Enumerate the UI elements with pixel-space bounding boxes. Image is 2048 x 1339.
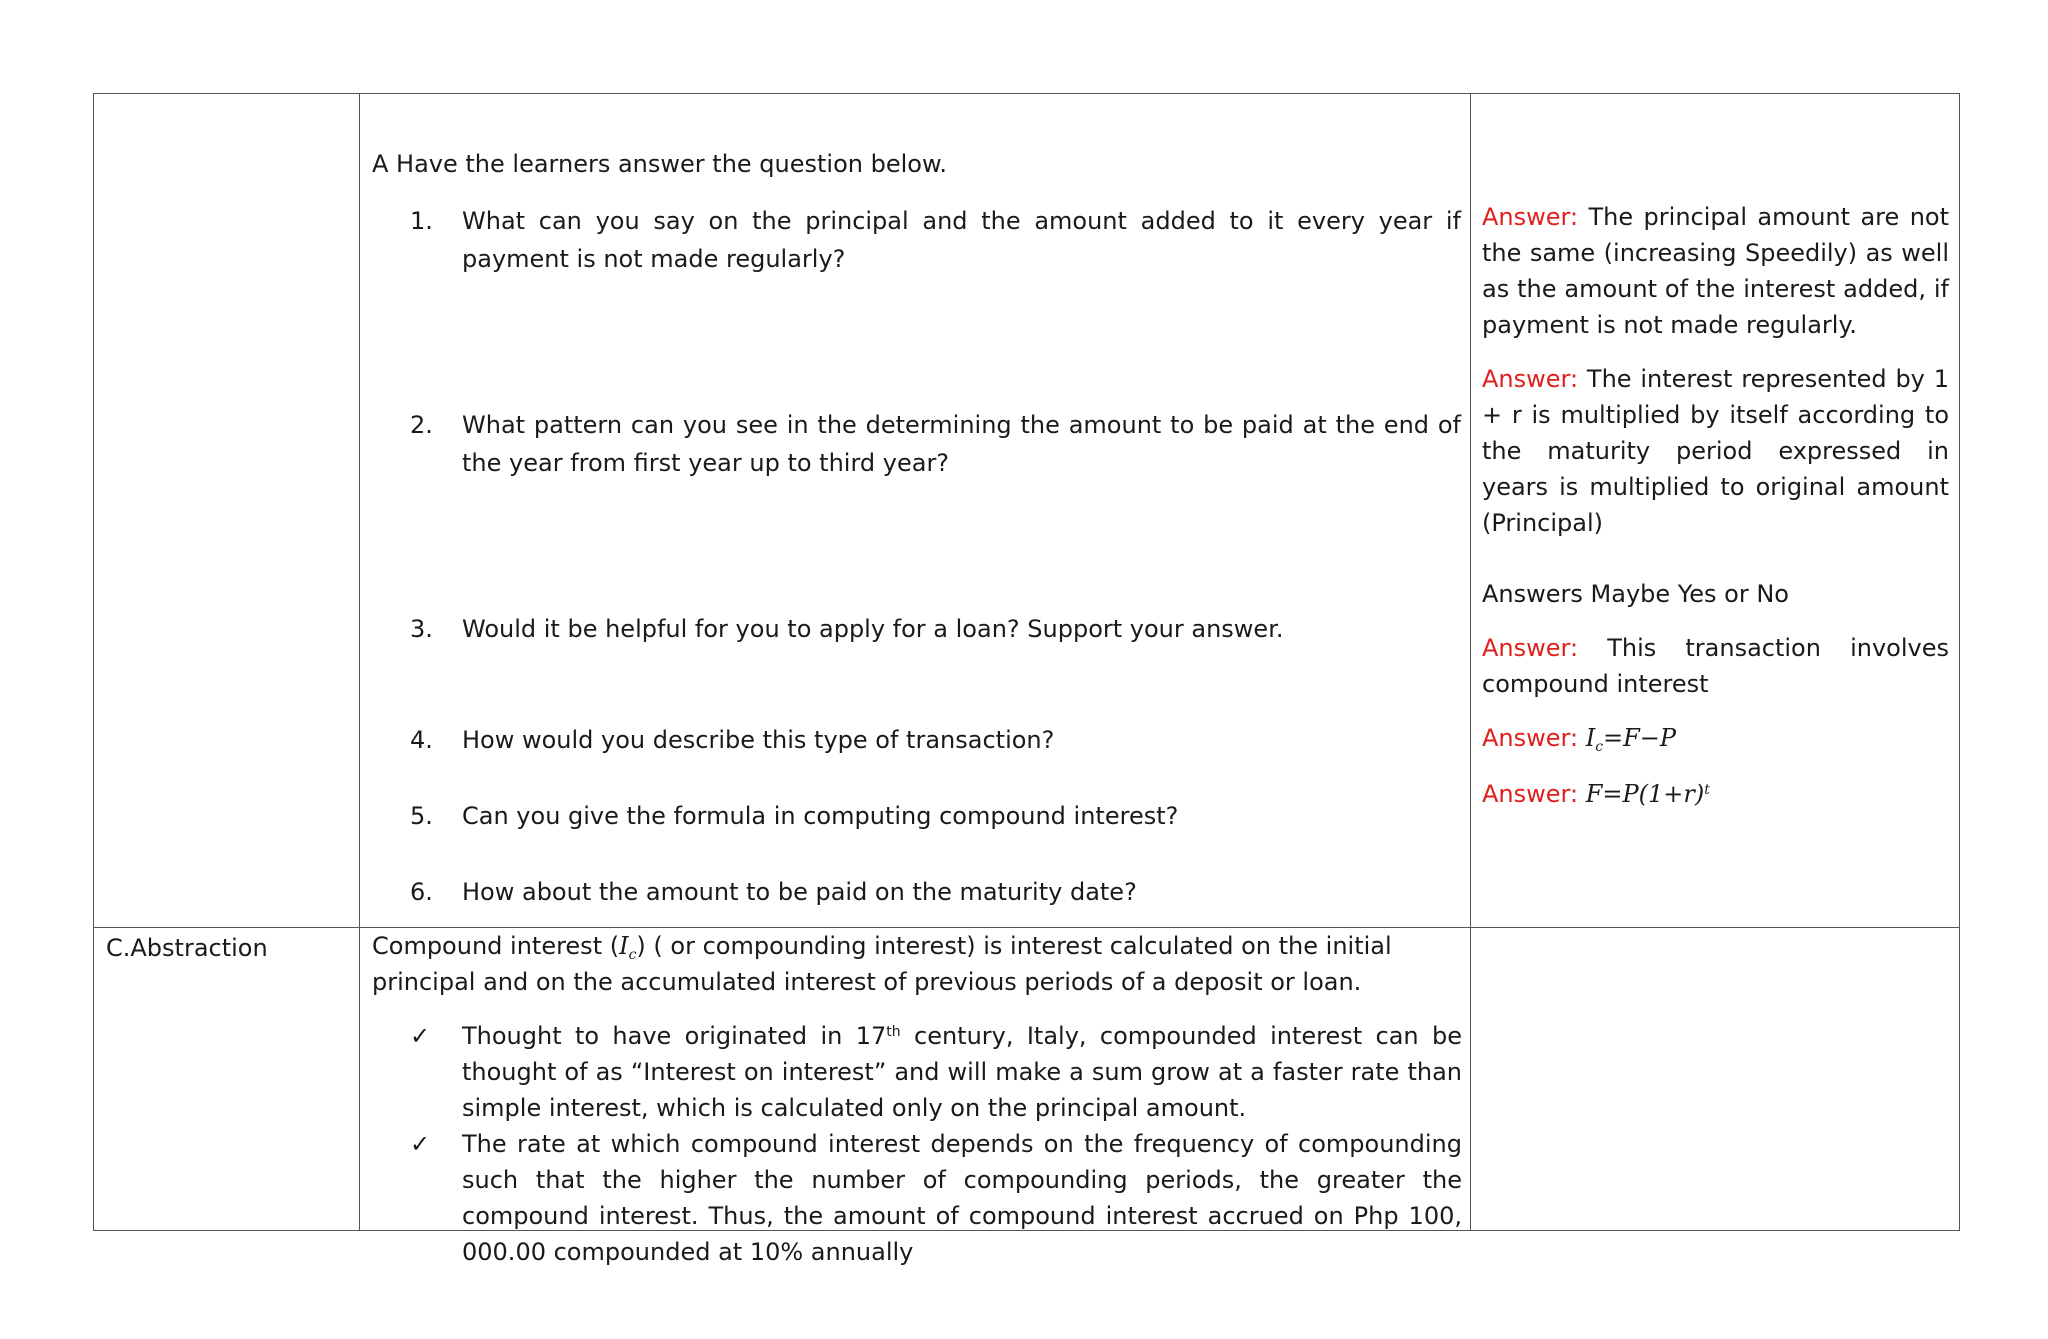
definition-sub: c [628, 947, 637, 963]
answer-text: The interest represented by 1 + r is multiplied by itself according to the maturity period expressed in years is multiplied to original amount (Principal) [1482, 365, 1949, 537]
question-text: What pattern can you see in the determining the amount to be paid at the end of the year from first year up to third year? [462, 411, 1461, 477]
definition-paragraph [372, 928, 1462, 1000]
answer-text: The principal amount are not the same (increasing Speedily) as well as the amount of the interest added, if payment is not made regularly. [1482, 203, 1949, 339]
lesson-plan-table [93, 93, 1960, 1266]
definition-part1: Compound interest ( [372, 932, 620, 960]
abstraction-cell [360, 928, 1471, 1266]
question-text: How about the amount to be paid on the maturity date? [462, 878, 1137, 906]
answer-label: Answer: [1482, 203, 1579, 231]
check-mark-icon: ✓ [410, 1130, 431, 1158]
formula-i: I [1585, 724, 1596, 752]
abstraction-row [94, 928, 1960, 1231]
answers-cell [1471, 94, 1960, 928]
question-number: 2. [410, 411, 433, 439]
formula-compound-amount [1586, 780, 1710, 808]
formula-ic [1585, 724, 1677, 755]
answer-text: This transaction involves compound interest [1482, 634, 1949, 698]
answer-label: Answer: [1482, 634, 1579, 662]
question-text: Can you give the formula in computing compound interest? [462, 802, 1179, 830]
question-text: Would it be helpful for you to apply for a loan? Support your answer. [462, 615, 1284, 643]
formula-exp: t [1704, 782, 1710, 798]
question-number: 3. [410, 615, 433, 643]
stage-cell [94, 928, 360, 1231]
answer-2 [1482, 361, 1949, 541]
question-text: How would you describe this type of transaction? [462, 726, 1055, 754]
definition-symbol: I [619, 932, 629, 960]
activity-cell [360, 94, 1471, 928]
answer-6 [1482, 776, 1949, 812]
formula-rest: =F−P [1603, 724, 1677, 752]
question-number: 4. [410, 726, 433, 754]
formula-sub: c [1595, 739, 1604, 755]
abstraction-notes-cell [1471, 928, 1960, 1231]
question-number: 1. [410, 207, 433, 235]
formula-base: F=P(1+r) [1585, 780, 1705, 808]
bullet-text-part: century, Italy, compounded interest can be thought of as “Interest on interest” and will make a sum grow at a faster rate than simple interest, which is calculated only on the principal amount. [462, 1022, 1462, 1122]
answer-1 [1482, 199, 1949, 343]
activity-intro: A Have the learners answer the question below. [372, 150, 948, 178]
stage-label: C.Abstraction [106, 934, 268, 962]
question-text: What can you say on the principal and the amount added to it every year if payment is not made regularly? [462, 207, 1461, 273]
answer-3: Answers Maybe Yes or No [1482, 580, 1789, 608]
bullet-text [462, 1018, 1462, 1126]
stage-cell-empty [94, 94, 360, 928]
bullet-text-part: Thought to have originated in 17 [462, 1022, 887, 1050]
answer-5 [1482, 720, 1949, 756]
answer-label: Answer: [1482, 780, 1579, 808]
ordinal-sup: th [886, 1024, 901, 1040]
answer-label: Answer: [1482, 724, 1579, 752]
definition-part2: ) ( or compounding interest) is interest calculated on the initial principal and on the accumulated interest of previous periods of a deposit or loan. [372, 932, 1392, 996]
activity-row [94, 94, 1960, 928]
check-mark-icon: ✓ [410, 1022, 431, 1050]
bullet-text: The rate at which compound interest depends on the frequency of compounding such that the higher the number of compounding periods, the greater the compound interest. Thus, the amount of compound interest accrued on Php 100, 000.00 compounded at 10% annually [462, 1130, 1462, 1266]
answer-4 [1482, 630, 1949, 702]
question-number: 5. [410, 802, 433, 830]
question-number: 6. [410, 878, 433, 906]
answer-label: Answer: [1482, 365, 1579, 393]
